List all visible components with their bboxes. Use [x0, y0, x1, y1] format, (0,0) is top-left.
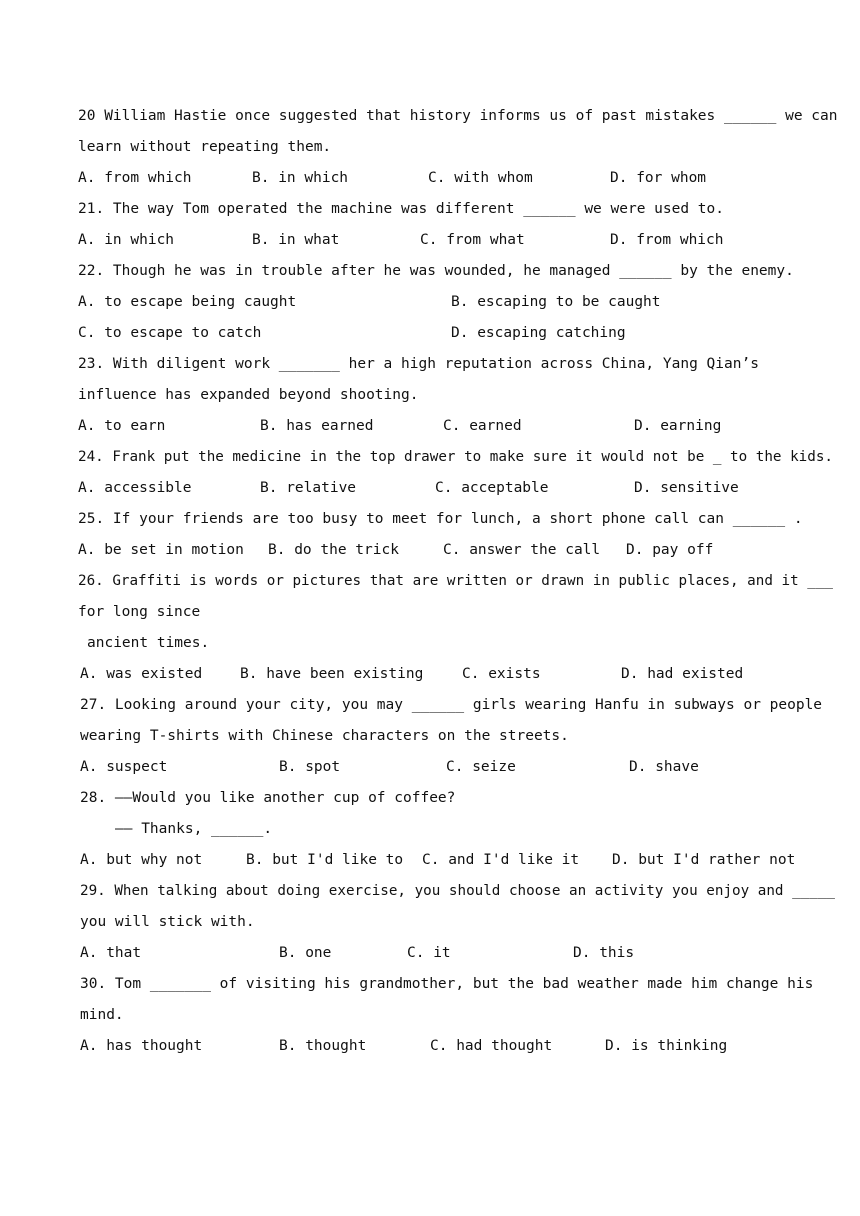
question-22-option-d: D. escaping catching [451, 325, 626, 341]
question-21-option-d: D. from which [610, 232, 724, 248]
question-27-stem-line-1: 27. Looking around your city, you may ______ girls wearing Hanfu in subways or people [80, 697, 823, 713]
question-27-option-b: B. spot [279, 759, 341, 775]
question-28-option-b: B. but I'd like to [246, 852, 404, 868]
question-28-stem-line-1: 28. ——Would you like another cup of coffee? [80, 790, 456, 806]
question-26-stem-line-3: ancient times. [87, 635, 210, 651]
question-23-option-b: B. has earned [260, 418, 374, 434]
question-26-option-c: C. exists [462, 666, 541, 682]
question-21-option-c: C. from what [420, 232, 525, 248]
question-21-option-b: B. in what [252, 232, 340, 248]
question-29-option-c: C. it [407, 945, 451, 961]
question-29-stem-line-1: 29. When talking about doing exercise, you should choose an activity you enjoy and _____ [80, 883, 835, 899]
question-30-option-a: A. has thought [80, 1038, 203, 1054]
question-23-option-a: A. to earn [78, 418, 166, 434]
question-24-option-b: B. relative [260, 480, 357, 496]
question-26-option-b: B. have been existing [240, 666, 424, 682]
question-25-option-b: B. do the trick [268, 542, 399, 558]
question-30-option-c: C. had thought [430, 1038, 553, 1054]
question-22-option-c: C. to escape to catch [78, 325, 262, 341]
question-27-option-c: C. seize [446, 759, 516, 775]
question-20-option-d: D. for whom [610, 170, 707, 186]
question-26-option-d: D. had existed [621, 666, 744, 682]
question-30-option-d: D. is thinking [605, 1038, 728, 1054]
question-30-option-b: B. thought [279, 1038, 367, 1054]
question-26-option-a: A. was existed [80, 666, 203, 682]
question-30-stem-line-2: mind. [80, 1007, 124, 1023]
question-21-option-a: A. in which [78, 232, 175, 248]
question-30-stem-line-1: 30. Tom _______ of visiting his grandmother, but the bad weather made him change his [80, 976, 814, 992]
question-24-option-a: A. accessible [78, 480, 192, 496]
question-23-stem-line-2: influence has expanded beyond shooting. [78, 387, 419, 403]
question-21-stem-line-1: 21. The way Tom operated the machine was different ______ we were used to. [78, 201, 725, 217]
question-24-option-d: D. sensitive [634, 480, 739, 496]
question-25-option-c: C. answer the call [443, 542, 601, 558]
question-23-stem-line-1: 23. With diligent work _______ her a high reputation across China, Yang Qian’s [78, 356, 759, 372]
question-28-option-c: C. and I'd like it [422, 852, 580, 868]
question-24-option-c: C. acceptable [435, 480, 549, 496]
question-24-stem-line-1: 24. Frank put the medicine in the top drawer to make sure it would not be _ to the kids. [78, 449, 833, 465]
question-26-stem-line-2: for long since [78, 604, 201, 620]
question-27-option-a: A. suspect [80, 759, 168, 775]
question-20-option-a: A. from which [78, 170, 192, 186]
question-20-stem-line-2: learn without repeating them. [78, 139, 332, 155]
question-20-option-c: C. with whom [428, 170, 533, 186]
question-29-option-d: D. this [573, 945, 635, 961]
question-29-option-a: A. that [80, 945, 142, 961]
question-25-stem-line-1: 25. If your friends are too busy to meet for lunch, a short phone call can ______ . [78, 511, 803, 527]
question-20-option-b: B. in which [252, 170, 349, 186]
question-27-option-d: D. shave [629, 759, 699, 775]
question-28-option-d: D. but I'd rather not [612, 852, 796, 868]
question-20-stem-line-1: 20 William Hastie once suggested that history informs us of past mistakes ______ we can [78, 108, 838, 124]
question-22-stem-line-1: 22. Though he was in trouble after he was wounded, he managed ______ by the enemy. [78, 263, 794, 279]
question-23-option-c: C. earned [443, 418, 522, 434]
question-22-option-b: B. escaping to be caught [451, 294, 661, 310]
question-29-stem-line-2: you will stick with. [80, 914, 255, 930]
question-25-option-a: A. be set in motion [78, 542, 244, 558]
question-22-option-a: A. to escape being caught [78, 294, 297, 310]
question-29-option-b: B. one [279, 945, 332, 961]
question-27-stem-line-2: wearing T-shirts with Chinese characters on the streets. [80, 728, 569, 744]
question-26-stem-line-1: 26. Graffiti is words or pictures that are written or drawn in public places, and it ___ [78, 573, 833, 589]
question-25-option-d: D. pay off [626, 542, 714, 558]
question-28-stem-line-2: —— Thanks, ______. [115, 821, 273, 837]
question-28-option-a: A. but why not [80, 852, 203, 868]
question-23-option-d: D. earning [634, 418, 722, 434]
